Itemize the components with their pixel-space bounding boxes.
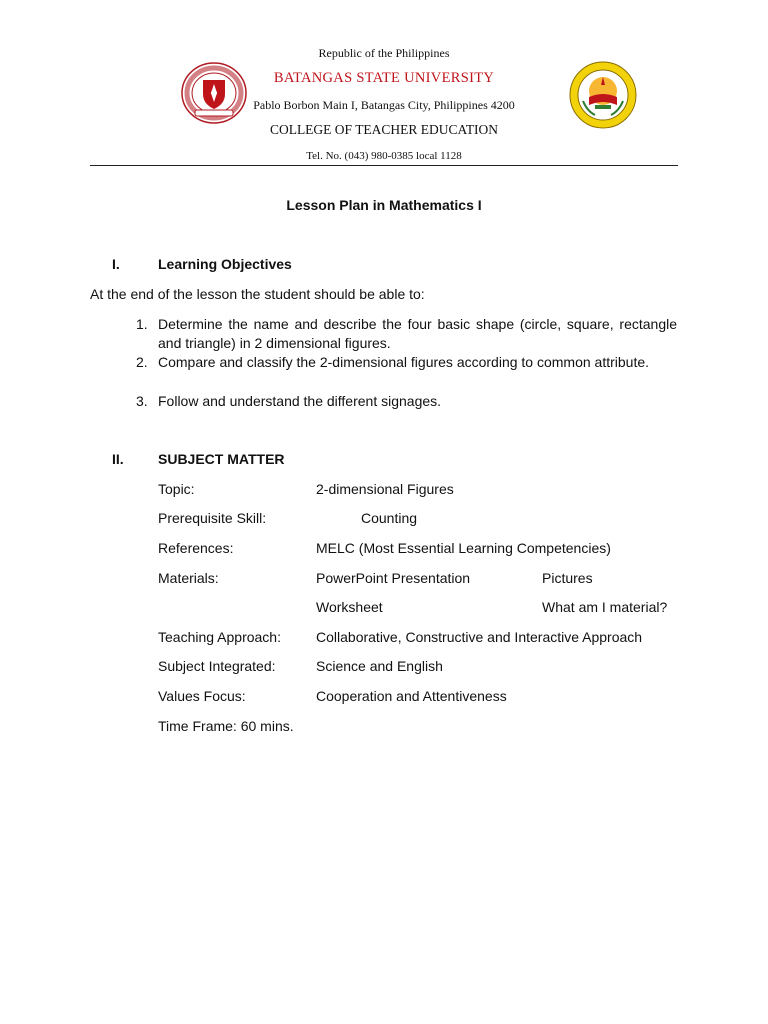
topic-label: Topic: (158, 481, 195, 497)
prerequisite-value: Counting (361, 510, 418, 526)
subject-integrated-label: Subject Integrated: (158, 658, 276, 674)
objective-number: 2. (136, 354, 148, 370)
university-address: Pablo Borbon Main I, Batangas City, Philippines 4200 (253, 98, 515, 112)
college-name: COLLEGE OF TEACHER EDUCATION (269, 122, 499, 137)
university-name: BATANGAS STATE UNIVERSITY (273, 70, 495, 86)
objective-text: Determine the name and describe the four basic shape (circle, square, rectangle and triangle) in 2 dimensional figures. (158, 316, 677, 351)
references-value: MELC (Most Essential Learning Competencies) (316, 540, 611, 556)
references-label: References: (158, 540, 234, 556)
objective-text: Follow and understand the different signages. (158, 393, 442, 409)
objective-number: 3. (136, 393, 148, 409)
material-item: PowerPoint Presentation (316, 570, 471, 586)
prerequisite-label: Prerequisite Skill: (158, 510, 267, 526)
section-1-number: I. (112, 256, 120, 272)
section-2-heading: SUBJECT MATTER (158, 451, 285, 467)
objective-number: 1. (136, 316, 148, 332)
section-1-heading: Learning Objectives (158, 256, 292, 272)
topic-value: 2-dimensional Figures (316, 481, 454, 497)
materials-label: Materials: (158, 570, 219, 586)
telephone-number: Tel. No. (043) 980-0385 local 1128 (306, 150, 462, 162)
header-divider (90, 165, 678, 166)
material-item: Pictures (542, 570, 593, 586)
document-title: Lesson Plan in Mathematics I (286, 197, 482, 213)
subject-integrated-value: Science and English (316, 658, 443, 674)
teaching-approach-label: Teaching Approach: (158, 629, 281, 645)
material-item: Worksheet (316, 599, 383, 615)
teaching-approach-value: Collaborative, Constructive and Interactive Approach (316, 629, 643, 645)
values-focus-value: Cooperation and Attentiveness (316, 688, 507, 704)
objectives-intro: At the end of the lesson the student should be able to: (90, 286, 425, 302)
objective-text: Compare and classify the 2-dimensional figures according to common attribute. (158, 354, 650, 370)
material-item: What am I material? (542, 599, 668, 615)
time-frame: Time Frame: 60 mins. (158, 718, 294, 734)
republic-line: Republic of the Philippines (318, 46, 450, 60)
section-2-number: II. (112, 451, 124, 467)
values-focus-label: Values Focus: (158, 688, 246, 704)
